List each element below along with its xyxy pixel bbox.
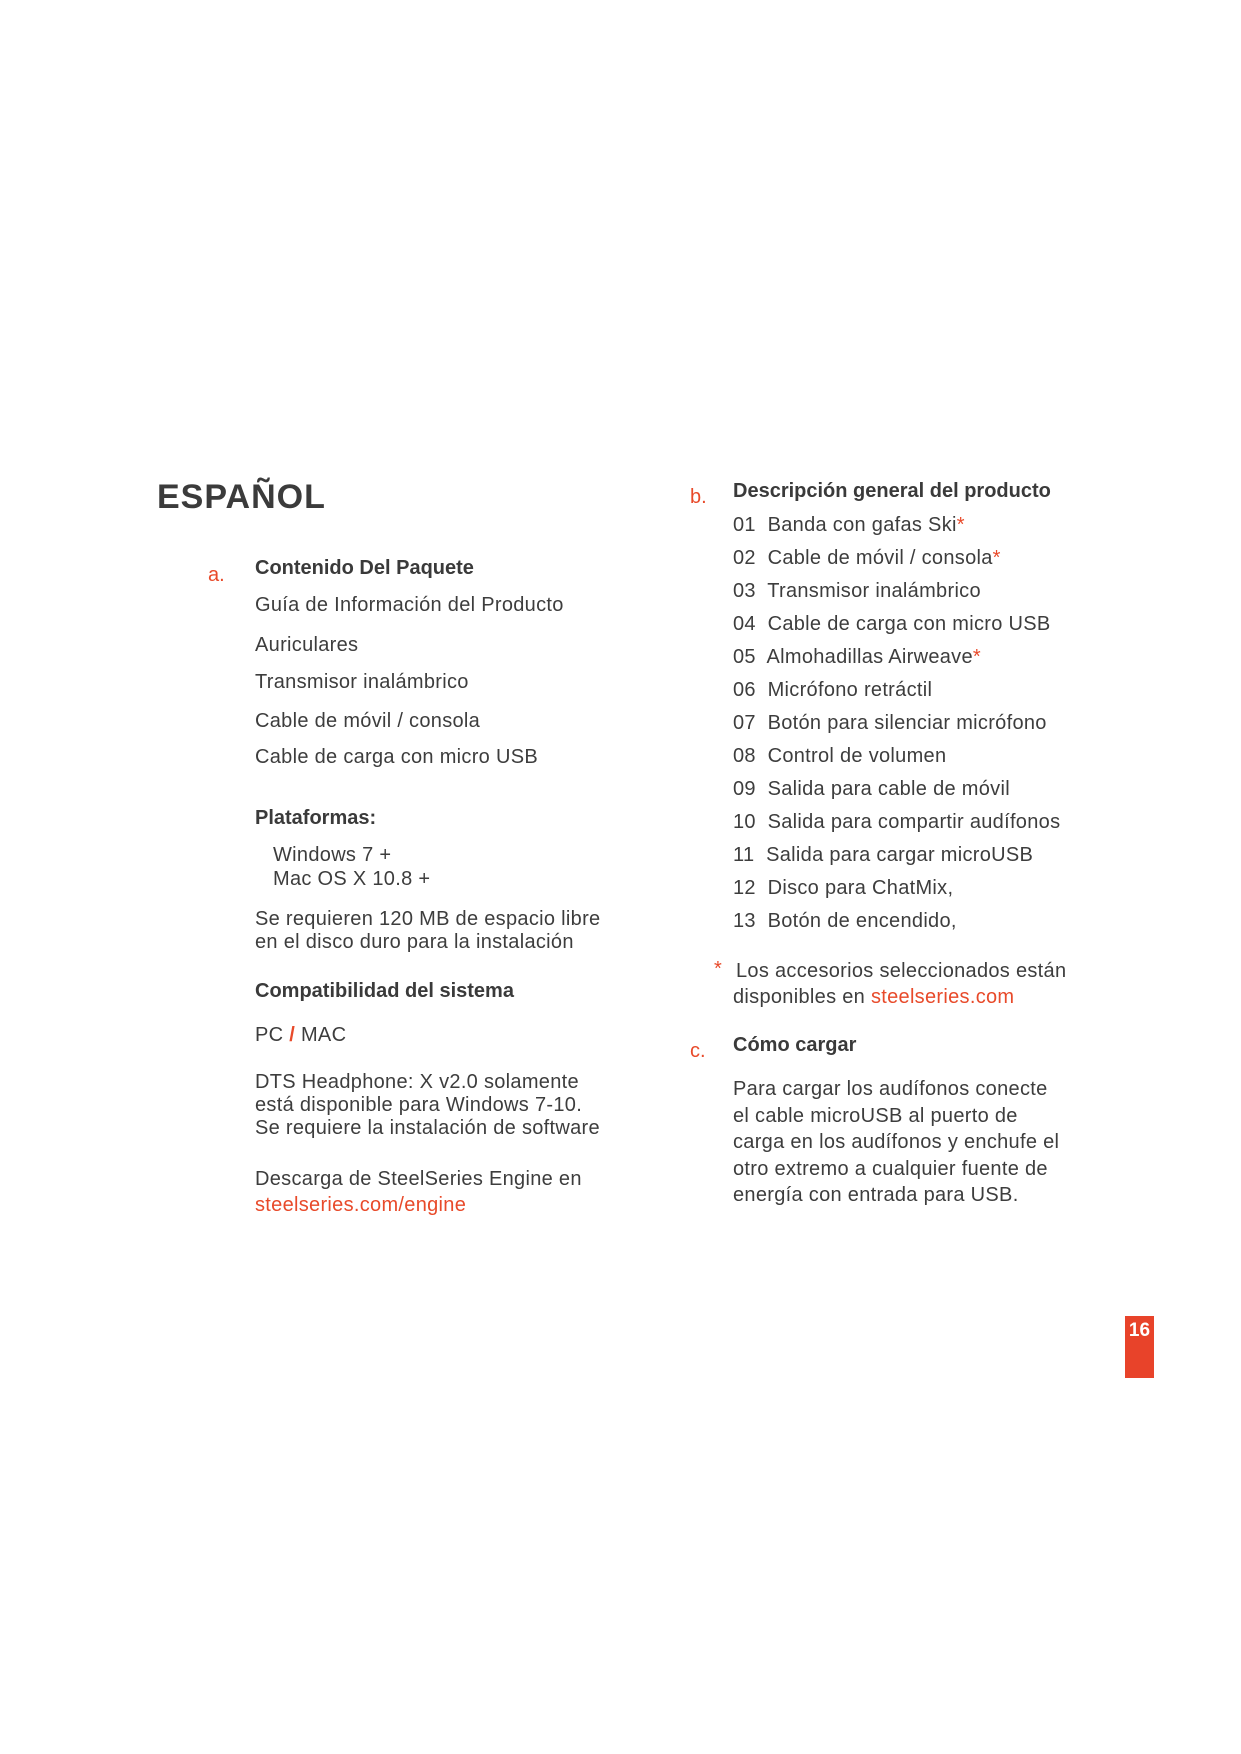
page-number: 16: [1125, 1316, 1154, 1378]
footnote-line: Los accesorios seleccionados están: [736, 960, 1067, 982]
product-item-number: 08: [733, 745, 756, 767]
product-item: [733, 877, 953, 900]
product-item-number: 04: [733, 613, 756, 635]
product-item-label: Salida para cargar microUSB: [766, 844, 1034, 866]
product-item-number: 13: [733, 910, 756, 932]
asterisk: *: [972, 646, 981, 668]
product-item-number: 01: [733, 514, 756, 536]
product-item-number: 03: [733, 580, 756, 602]
product-item-label: Botón de encendido,: [767, 910, 957, 932]
space-note-line: Se requieren 120 MB de espacio libre: [255, 908, 601, 930]
section-a-heading: Contenido Del Paquete: [255, 557, 474, 579]
charging-line: carga en los audífonos y enchufe el: [733, 1131, 1060, 1153]
compat-heading: Compatibilidad del sistema: [255, 980, 514, 1002]
product-item-number: 11: [733, 844, 755, 866]
package-item: Cable de móvil / consola: [255, 710, 481, 732]
package-item: Transmisor inalámbrico: [255, 671, 469, 693]
product-item-label: Control de volumen: [767, 745, 947, 767]
platform-item: Mac OS X 10.8 +: [273, 868, 431, 890]
package-item: Auriculares: [255, 634, 359, 656]
product-item: [733, 547, 1001, 570]
section-c-heading: Cómo cargar: [733, 1034, 857, 1056]
dts-note-line: DTS Headphone: X v2.0 solamente: [255, 1071, 579, 1093]
product-item-label: Banda con gafas Ski: [767, 514, 957, 536]
footnote-line: [733, 986, 1014, 1009]
product-item: [733, 811, 1060, 834]
package-item: Cable de carga con micro USB: [255, 746, 538, 768]
charging-line: el cable microUSB al puerto de: [733, 1105, 1018, 1127]
product-item: [733, 712, 1047, 735]
product-item: [733, 580, 981, 603]
steelseries-link[interactable]: steelseries.com: [870, 986, 1015, 1008]
product-item-label: Botón para silenciar micrófono: [767, 712, 1047, 734]
section-a-marker: a.: [208, 564, 225, 586]
product-item: [733, 613, 1051, 636]
product-item: [733, 679, 932, 702]
product-item-number: 02: [733, 547, 756, 569]
engine-link[interactable]: steelseries.com/engine: [255, 1194, 467, 1216]
package-item: Guía de Información del Producto: [255, 594, 564, 616]
product-item-label: Transmisor inalámbrico: [767, 580, 981, 602]
product-item-label: Salida para compartir audífonos: [767, 811, 1061, 833]
page-title: ESPAÑOL: [157, 478, 326, 516]
compat-pc: PC: [255, 1024, 284, 1046]
product-item-label: Micrófono retráctil: [767, 679, 933, 701]
product-item: [733, 778, 1010, 801]
platform-item: Windows 7 +: [273, 844, 392, 866]
product-item: [733, 514, 965, 537]
product-item-number: 06: [733, 679, 756, 701]
asterisk: *: [992, 547, 1001, 569]
section-b-marker: b.: [690, 486, 707, 508]
product-item: [733, 844, 1033, 867]
compat-mac: MAC: [300, 1024, 347, 1046]
product-item-number: 10: [733, 811, 756, 833]
platforms-heading: Plataformas:: [255, 807, 377, 829]
charging-line: energía con entrada para USB.: [733, 1184, 1019, 1206]
product-item-label: Almohadillas Airweave: [766, 646, 973, 668]
footnote-asterisk: *: [714, 958, 723, 980]
asterisk: *: [956, 514, 965, 536]
charging-line: otro extremo a cualquier fuente de: [733, 1158, 1048, 1180]
section-b-heading: Descripción general del producto: [733, 480, 1051, 502]
download-text: Descarga de SteelSeries Engine en: [255, 1168, 582, 1190]
space-note-line: en el disco duro para la instalación: [255, 931, 574, 953]
product-item: [733, 745, 946, 768]
product-item-label: Disco para ChatMix,: [767, 877, 954, 899]
compat-separator: /: [289, 1024, 296, 1046]
product-item: [733, 910, 957, 933]
footnote-text: disponibles en: [733, 986, 866, 1008]
charging-line: Para cargar los audífonos conecte: [733, 1078, 1048, 1100]
product-item-number: 12: [733, 877, 756, 899]
product-item: [733, 646, 981, 669]
compat-values: [255, 1024, 346, 1047]
dts-note-line: Se requiere la instalación de software: [255, 1117, 600, 1139]
product-item-label: Cable de carga con micro USB: [767, 613, 1051, 635]
section-c-marker: c.: [690, 1040, 706, 1062]
product-item-number: 07: [733, 712, 756, 734]
product-item-number: 09: [733, 778, 756, 800]
product-item-label: Salida para cable de móvil: [767, 778, 1010, 800]
product-item-number: 05: [733, 646, 756, 668]
product-item-label: Cable de móvil / consola: [767, 547, 993, 569]
dts-note-line: está disponible para Windows 7-10.: [255, 1094, 583, 1116]
